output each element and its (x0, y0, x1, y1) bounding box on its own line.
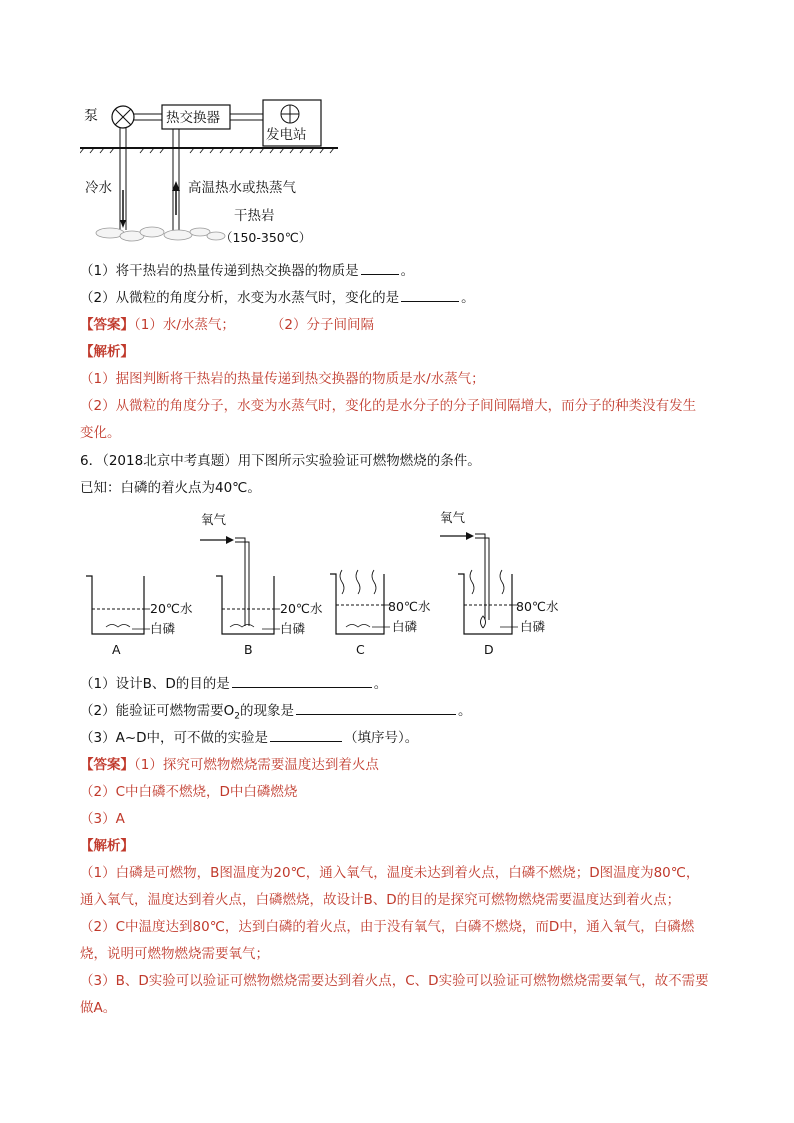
label-d: D (484, 642, 494, 657)
answer-blank (270, 729, 342, 742)
heat-exchanger-label: 热交换器 (166, 110, 220, 126)
q6-answer-1: 【答案】（1）探究可燃物燃烧需要温度达到着火点 (80, 757, 379, 773)
q6-analysis-tag: 【解析】 (80, 838, 134, 854)
power-station-label: 发电站 (266, 127, 307, 143)
q6-title: 6．（2018北京中考真题）用下图所示实验验证可燃物燃烧的条件。 (80, 453, 481, 469)
q5-question-1: （1）将干热岩的热量传递到热交换器的物质是 。 (80, 263, 415, 279)
q6-question-1: （1）设计B、D的目的是 。 (80, 676, 388, 692)
hot-water-label: 高温热水或热蒸气 (188, 180, 296, 196)
q5-analysis-1: （1）据图判断将干热岩的热量传递到热交换器的物质是水/水蒸气； (80, 371, 485, 387)
q5-question-2: （2）从微粒的角度分析，水变为水蒸气时，变化的是 。 (80, 290, 475, 306)
water-80-label: 80℃水 (516, 599, 559, 614)
white-p-label: 白磷 (280, 621, 306, 636)
pump-label: 泵 (84, 108, 98, 124)
water-20-label: 20℃水 (280, 601, 323, 616)
q5-analysis-2b: 变化。 (80, 425, 121, 441)
q6-analysis-1a: （1）白磷是可燃物，B图温度为20℃，通入氧气，温度未达到着火点，白磷不燃烧；D图温度为80℃， (80, 865, 700, 881)
geothermal-diagram (80, 95, 350, 255)
q6-question-2: （2）能验证可燃物需要$O_2$的现象是 。 (80, 703, 472, 722)
water-20-label: 20℃水 (150, 601, 193, 616)
beaker-b (200, 512, 323, 657)
q6-answer-3: （3）A (80, 811, 125, 827)
q6-analysis-2b: 烧，说明可燃物燃烧需要氧气； (80, 946, 269, 962)
white-p-label: 白磷 (150, 621, 176, 636)
label-a: A (112, 642, 121, 657)
q6-analysis-3b: 做A。 (80, 1000, 117, 1016)
oxygen-label-b: 氧气 (201, 512, 227, 527)
beaker-c (330, 570, 431, 657)
q6-analysis-2a: （2）C中温度达到80℃，达到白磷的着火点，由于没有氧气，白磷不燃烧，而D中，通入氧气，白磷燃 (80, 919, 695, 935)
answer-blank (232, 675, 372, 688)
beaker-a (86, 576, 193, 657)
water-80-label: 80℃水 (388, 599, 431, 614)
q5-analysis-tag: 【解析】 (80, 344, 134, 360)
label-b: B (244, 642, 253, 657)
cold-water-label: 冷水 (85, 180, 112, 196)
dry-rock-shape (96, 227, 225, 241)
white-p-label: 白磷 (392, 619, 418, 634)
q6-analysis-3a: （3）B、D实验可以验证可燃物燃烧需要达到着火点，C、D实验可以验证可燃物燃烧需要氧气，故不需要 (80, 973, 709, 989)
q6-answer-2: （2）C中白磷不燃烧，D中白磷燃烧 (80, 784, 298, 800)
q5-analysis-2a: （2）从微粒的角度分子，水变为水蒸气时，变化的是水分子的分子间间隔增大，而分子的种类没有发生 (80, 398, 697, 414)
answer-blank (401, 289, 459, 302)
white-p-label: 白磷 (520, 619, 546, 634)
q6-question-3: （3）A~D中，可不做的实验是 （填序号）。 (80, 730, 419, 746)
beaker-d (440, 510, 559, 657)
temp-range-label: （150-350℃） (220, 230, 312, 245)
q5-answer: 【答案】（1）水/水蒸气； （2）分子间间隔 (80, 317, 374, 333)
answer-blank (361, 262, 399, 275)
beaker-experiment-diagram (80, 508, 560, 658)
q6-analysis-1b: 通入氧气，温度达到着火点，白磷燃烧，故设计B、D的目的是探究可燃物燃烧需要温度达到着火点； (80, 892, 681, 908)
q6-known: 已知：白磷的着火点为40℃。 (80, 480, 261, 496)
oxygen-label-d: 氧气 (440, 510, 466, 525)
dry-rock-label: 干热岩 (234, 208, 275, 224)
answer-blank (296, 702, 456, 715)
label-c: C (356, 642, 365, 657)
